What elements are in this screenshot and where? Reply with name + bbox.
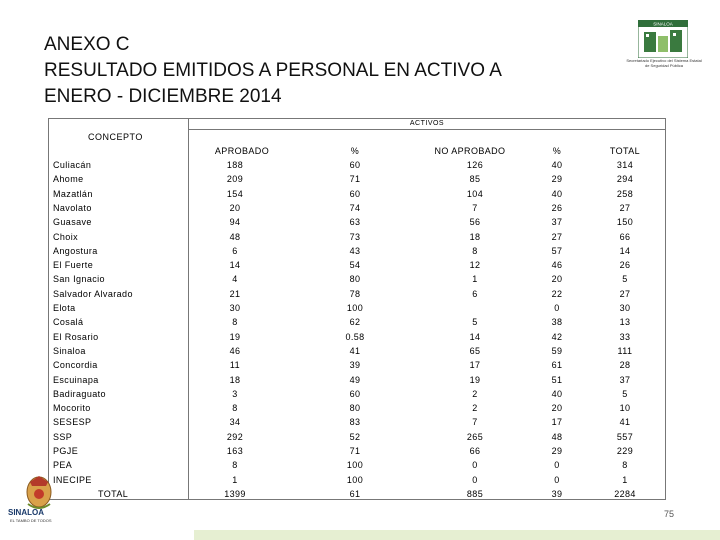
row-cell-pct-no-aprobado: 51 xyxy=(551,374,563,385)
table-row xyxy=(48,287,666,301)
row-cell-pct-aprobado: 71 xyxy=(349,174,361,185)
table-row xyxy=(48,444,666,458)
page-title xyxy=(44,32,502,110)
row-cell-no-aprobado: 2 xyxy=(472,403,478,414)
table-row xyxy=(48,201,666,215)
row-cell-total: 33 xyxy=(619,331,631,342)
row-concept: Angostura xyxy=(53,245,98,256)
row-cell-no-aprobado: 7 xyxy=(472,202,478,213)
row-cell-no-aprobado: 6 xyxy=(472,288,478,299)
row-concept: Concordia xyxy=(53,360,98,371)
group-header-activos: ACTIVOS xyxy=(188,118,666,130)
col-header-pct-no-aprobado: % xyxy=(552,146,562,156)
row-cell-pct-aprobado: 74 xyxy=(349,202,361,213)
table-row xyxy=(48,344,666,358)
table-row xyxy=(48,187,666,201)
row-cell-pct-no-aprobado: 22 xyxy=(551,288,563,299)
row-cell-no-aprobado: 2 xyxy=(472,388,478,399)
row-cell-no-aprobado: 0 xyxy=(472,474,478,485)
row-cell-pct-aprobado: 60 xyxy=(349,388,361,399)
row-cell-total: 30 xyxy=(619,303,631,313)
row-cell-total: 14 xyxy=(619,245,631,256)
table-total-row xyxy=(48,487,666,501)
row-cell-pct-no-aprobado: 29 xyxy=(551,446,563,456)
row-cell-aprobado: 14 xyxy=(229,260,241,271)
row-concept: PEA xyxy=(53,460,73,471)
sinaloa-coat-of-arms-icon xyxy=(10,466,68,526)
footer-bar xyxy=(194,530,720,540)
row-concept: Escuinapa xyxy=(53,374,99,385)
row-cell-pct-no-aprobado: 39 xyxy=(551,488,563,499)
table-row xyxy=(48,301,666,315)
row-concept: INECIPE xyxy=(53,474,92,485)
row-concept: Mocorito xyxy=(53,403,91,414)
row-cell-aprobado: 209 xyxy=(226,174,244,185)
row-cell-pct-no-aprobado: 48 xyxy=(551,431,563,442)
row-cell-no-aprobado: 265 xyxy=(466,431,484,442)
row-cell-total: 229 xyxy=(616,446,634,456)
col-header-pct-aprobado: % xyxy=(350,146,360,156)
row-cell-aprobado: 19 xyxy=(229,331,241,342)
row-cell-aprobado: 48 xyxy=(229,231,241,242)
row-cell-no-aprobado: 14 xyxy=(469,331,481,342)
row-concept: Salvador Alvarado xyxy=(53,288,133,299)
row-cell-total: 314 xyxy=(616,160,634,170)
row-cell-no-aprobado: 19 xyxy=(469,374,481,385)
row-cell-pct-aprobado: 100 xyxy=(346,460,364,471)
row-cell-no-aprobado: 85 xyxy=(469,174,481,185)
row-cell-pct-aprobado: 73 xyxy=(349,231,361,242)
row-cell-aprobado: 3 xyxy=(232,388,238,399)
row-cell-total: 150 xyxy=(616,217,634,228)
title-line-2: RESULTADO EMITIDOS A PERSONAL EN ACTIVO A xyxy=(44,60,502,81)
row-cell-total: 41 xyxy=(619,417,631,428)
row-cell-pct-no-aprobado: 61 xyxy=(551,360,563,371)
row-concept: Mazatlán xyxy=(53,188,93,199)
row-cell-total: 111 xyxy=(617,345,633,356)
row-cell-total: 557 xyxy=(616,431,634,442)
table-row xyxy=(48,272,666,286)
row-cell-no-aprobado: 65 xyxy=(469,345,481,356)
row-cell-total: 10 xyxy=(619,403,631,414)
row-cell-pct-no-aprobado: 27 xyxy=(551,231,563,242)
svg-text:SINALOA: SINALOA xyxy=(653,21,673,27)
sinaloa-seal-logo xyxy=(638,20,688,58)
row-concept: PGJE xyxy=(53,446,79,456)
row-concept: Navolato xyxy=(53,202,92,213)
row-cell-pct-no-aprobado: 29 xyxy=(551,174,563,185)
table-row xyxy=(48,387,666,401)
row-cell-no-aprobado: 104 xyxy=(466,188,484,199)
row-cell-pct-aprobado: 80 xyxy=(349,403,361,414)
row-cell-aprobado: 8 xyxy=(232,317,238,328)
row-cell-pct-aprobado: 100 xyxy=(346,474,364,485)
row-cell-pct-aprobado: 100 xyxy=(346,303,364,313)
row-cell-pct-no-aprobado: 0 xyxy=(554,303,560,313)
row-cell-total: 1 xyxy=(622,474,628,485)
table-row xyxy=(48,415,666,429)
row-cell-total: 66 xyxy=(619,231,631,242)
page-number: 75 xyxy=(664,509,675,519)
row-cell-aprobado: 8 xyxy=(232,460,238,471)
row-cell-pct-aprobado: 63 xyxy=(349,217,361,228)
row-cell-aprobado: 34 xyxy=(229,417,241,428)
seal-caption: Secretariado Ejecutivo del Sistema Estatal de Seguridad Pública xyxy=(626,58,702,68)
row-cell-aprobado: 188 xyxy=(226,160,244,170)
table-row xyxy=(48,230,666,244)
row-concept: El Fuerte xyxy=(53,260,94,271)
table-row xyxy=(48,458,666,472)
row-cell-pct-aprobado: 39 xyxy=(349,360,361,371)
row-cell-no-aprobado: 18 xyxy=(469,231,481,242)
row-cell-pct-aprobado: 43 xyxy=(349,245,361,256)
row-cell-pct-no-aprobado: 0 xyxy=(554,460,560,471)
row-cell-pct-no-aprobado: 46 xyxy=(551,260,563,271)
row-cell-pct-aprobado: 80 xyxy=(349,274,361,285)
row-cell-total: 5 xyxy=(622,274,628,285)
row-cell-total: 26 xyxy=(619,260,631,271)
row-cell-total: 5 xyxy=(622,388,628,399)
row-cell-total: 13 xyxy=(619,317,631,328)
table-row xyxy=(48,430,666,444)
row-concept: Cosalá xyxy=(53,317,84,328)
row-concept: SSP xyxy=(53,431,73,442)
row-cell-total: 2284 xyxy=(614,488,636,499)
table-row xyxy=(48,258,666,272)
table-row xyxy=(48,373,666,387)
row-cell-aprobado: 18 xyxy=(229,374,241,385)
row-concept: Culiacán xyxy=(53,160,92,170)
bottom-logo-tagline: EL TAMBO DE TODOS xyxy=(10,518,52,523)
row-cell-pct-aprobado: 71 xyxy=(349,446,361,456)
row-concept: Elota xyxy=(53,303,76,313)
row-cell-pct-aprobado: 52 xyxy=(349,431,361,442)
title-line-1: ANEXO C xyxy=(44,34,130,55)
row-cell-aprobado: 1 xyxy=(232,474,238,485)
table-row xyxy=(48,172,666,186)
row-concept: Ahome xyxy=(53,174,84,185)
table-row xyxy=(48,330,666,344)
row-cell-no-aprobado: 8 xyxy=(472,245,478,256)
row-cell-no-aprobado: 0 xyxy=(472,460,478,471)
row-cell-pct-no-aprobado: 57 xyxy=(551,245,563,256)
row-cell-no-aprobado: 66 xyxy=(469,446,481,456)
total-label: TOTAL xyxy=(98,488,129,499)
row-cell-total: 37 xyxy=(619,374,631,385)
row-concept: Badiraguato xyxy=(53,388,106,399)
row-cell-pct-no-aprobado: 37 xyxy=(551,217,563,228)
row-concept: Choix xyxy=(53,231,79,242)
row-cell-total: 294 xyxy=(616,174,634,185)
row-cell-pct-aprobado: 49 xyxy=(349,374,361,385)
table-row xyxy=(48,158,666,172)
row-cell-aprobado: 20 xyxy=(229,202,241,213)
row-cell-pct-no-aprobado: 26 xyxy=(551,202,563,213)
table-row xyxy=(48,473,666,487)
row-cell-pct-no-aprobado: 40 xyxy=(551,188,563,199)
bottom-logo-brand: SINALOA xyxy=(8,508,44,517)
row-cell-aprobado: 4 xyxy=(232,274,238,285)
col-header-total: TOTAL xyxy=(609,146,641,156)
row-cell-pct-no-aprobado: 59 xyxy=(551,345,563,356)
row-cell-pct-no-aprobado: 40 xyxy=(551,160,563,170)
row-concept: El Rosario xyxy=(53,331,99,342)
row-cell-pct-no-aprobado: 42 xyxy=(551,331,563,342)
col-header-no-aprobado: NO APROBADO xyxy=(434,146,506,156)
table-row xyxy=(48,244,666,258)
table-row xyxy=(48,401,666,415)
concept-header: CONCEPTO xyxy=(88,132,143,142)
row-cell-aprobado: 292 xyxy=(226,431,244,442)
row-cell-pct-aprobado: 78 xyxy=(349,288,361,299)
row-cell-aprobado: 6 xyxy=(232,245,238,256)
row-cell-aprobado: 154 xyxy=(226,188,244,199)
row-cell-aprobado: 163 xyxy=(226,446,244,456)
row-cell-total: 28 xyxy=(619,360,631,371)
title-line-3: ENERO - DICIEMBRE 2014 xyxy=(44,86,282,107)
row-cell-aprobado: 8 xyxy=(232,403,238,414)
row-cell-no-aprobado: 12 xyxy=(469,260,481,271)
row-cell-pct-aprobado: 60 xyxy=(349,160,361,170)
row-cell-pct-aprobado: 41 xyxy=(349,345,361,356)
row-cell-pct-aprobado: 0.58 xyxy=(345,331,365,342)
row-cell-no-aprobado: 7 xyxy=(472,417,478,428)
row-cell-aprobado: 1399 xyxy=(224,488,246,499)
row-concept: SESESP xyxy=(53,417,92,428)
row-cell-pct-aprobado: 83 xyxy=(349,417,361,428)
row-cell-pct-no-aprobado: 0 xyxy=(554,474,560,485)
row-cell-no-aprobado: 1 xyxy=(472,274,478,285)
row-cell-no-aprobado: 126 xyxy=(466,160,484,170)
row-cell-aprobado: 11 xyxy=(229,360,241,371)
col-header-aprobado: APROBADO xyxy=(214,146,270,156)
row-cell-aprobado: 94 xyxy=(229,217,241,228)
row-cell-pct-aprobado: 54 xyxy=(349,260,361,271)
row-cell-total: 27 xyxy=(619,288,631,299)
row-concept: Sinaloa xyxy=(53,345,86,356)
row-cell-pct-no-aprobado: 38 xyxy=(551,317,563,328)
table-row xyxy=(48,315,666,329)
row-cell-no-aprobado: 56 xyxy=(469,217,481,228)
table-row xyxy=(48,215,666,229)
row-cell-pct-no-aprobado: 20 xyxy=(551,274,563,285)
row-cell-pct-aprobado: 62 xyxy=(349,317,361,328)
row-cell-total: 258 xyxy=(616,188,634,199)
table-row xyxy=(48,358,666,372)
row-cell-aprobado: 46 xyxy=(229,345,241,356)
row-cell-pct-aprobado: 61 xyxy=(349,488,361,499)
row-cell-total: 8 xyxy=(622,460,628,471)
row-cell-aprobado: 30 xyxy=(229,303,241,313)
row-concept: Guasave xyxy=(53,217,92,228)
row-concept: San Ignacio xyxy=(53,274,105,285)
row-cell-no-aprobado: 5 xyxy=(472,317,478,328)
row-cell-pct-aprobado: 60 xyxy=(349,188,361,199)
row-cell-pct-no-aprobado: 20 xyxy=(551,403,563,414)
row-cell-no-aprobado: 885 xyxy=(466,488,484,499)
row-cell-pct-no-aprobado: 17 xyxy=(551,417,563,428)
row-cell-pct-no-aprobado: 40 xyxy=(551,388,563,399)
row-cell-total: 27 xyxy=(619,202,631,213)
row-cell-aprobado: 21 xyxy=(229,288,241,299)
row-cell-no-aprobado: 17 xyxy=(469,360,481,371)
